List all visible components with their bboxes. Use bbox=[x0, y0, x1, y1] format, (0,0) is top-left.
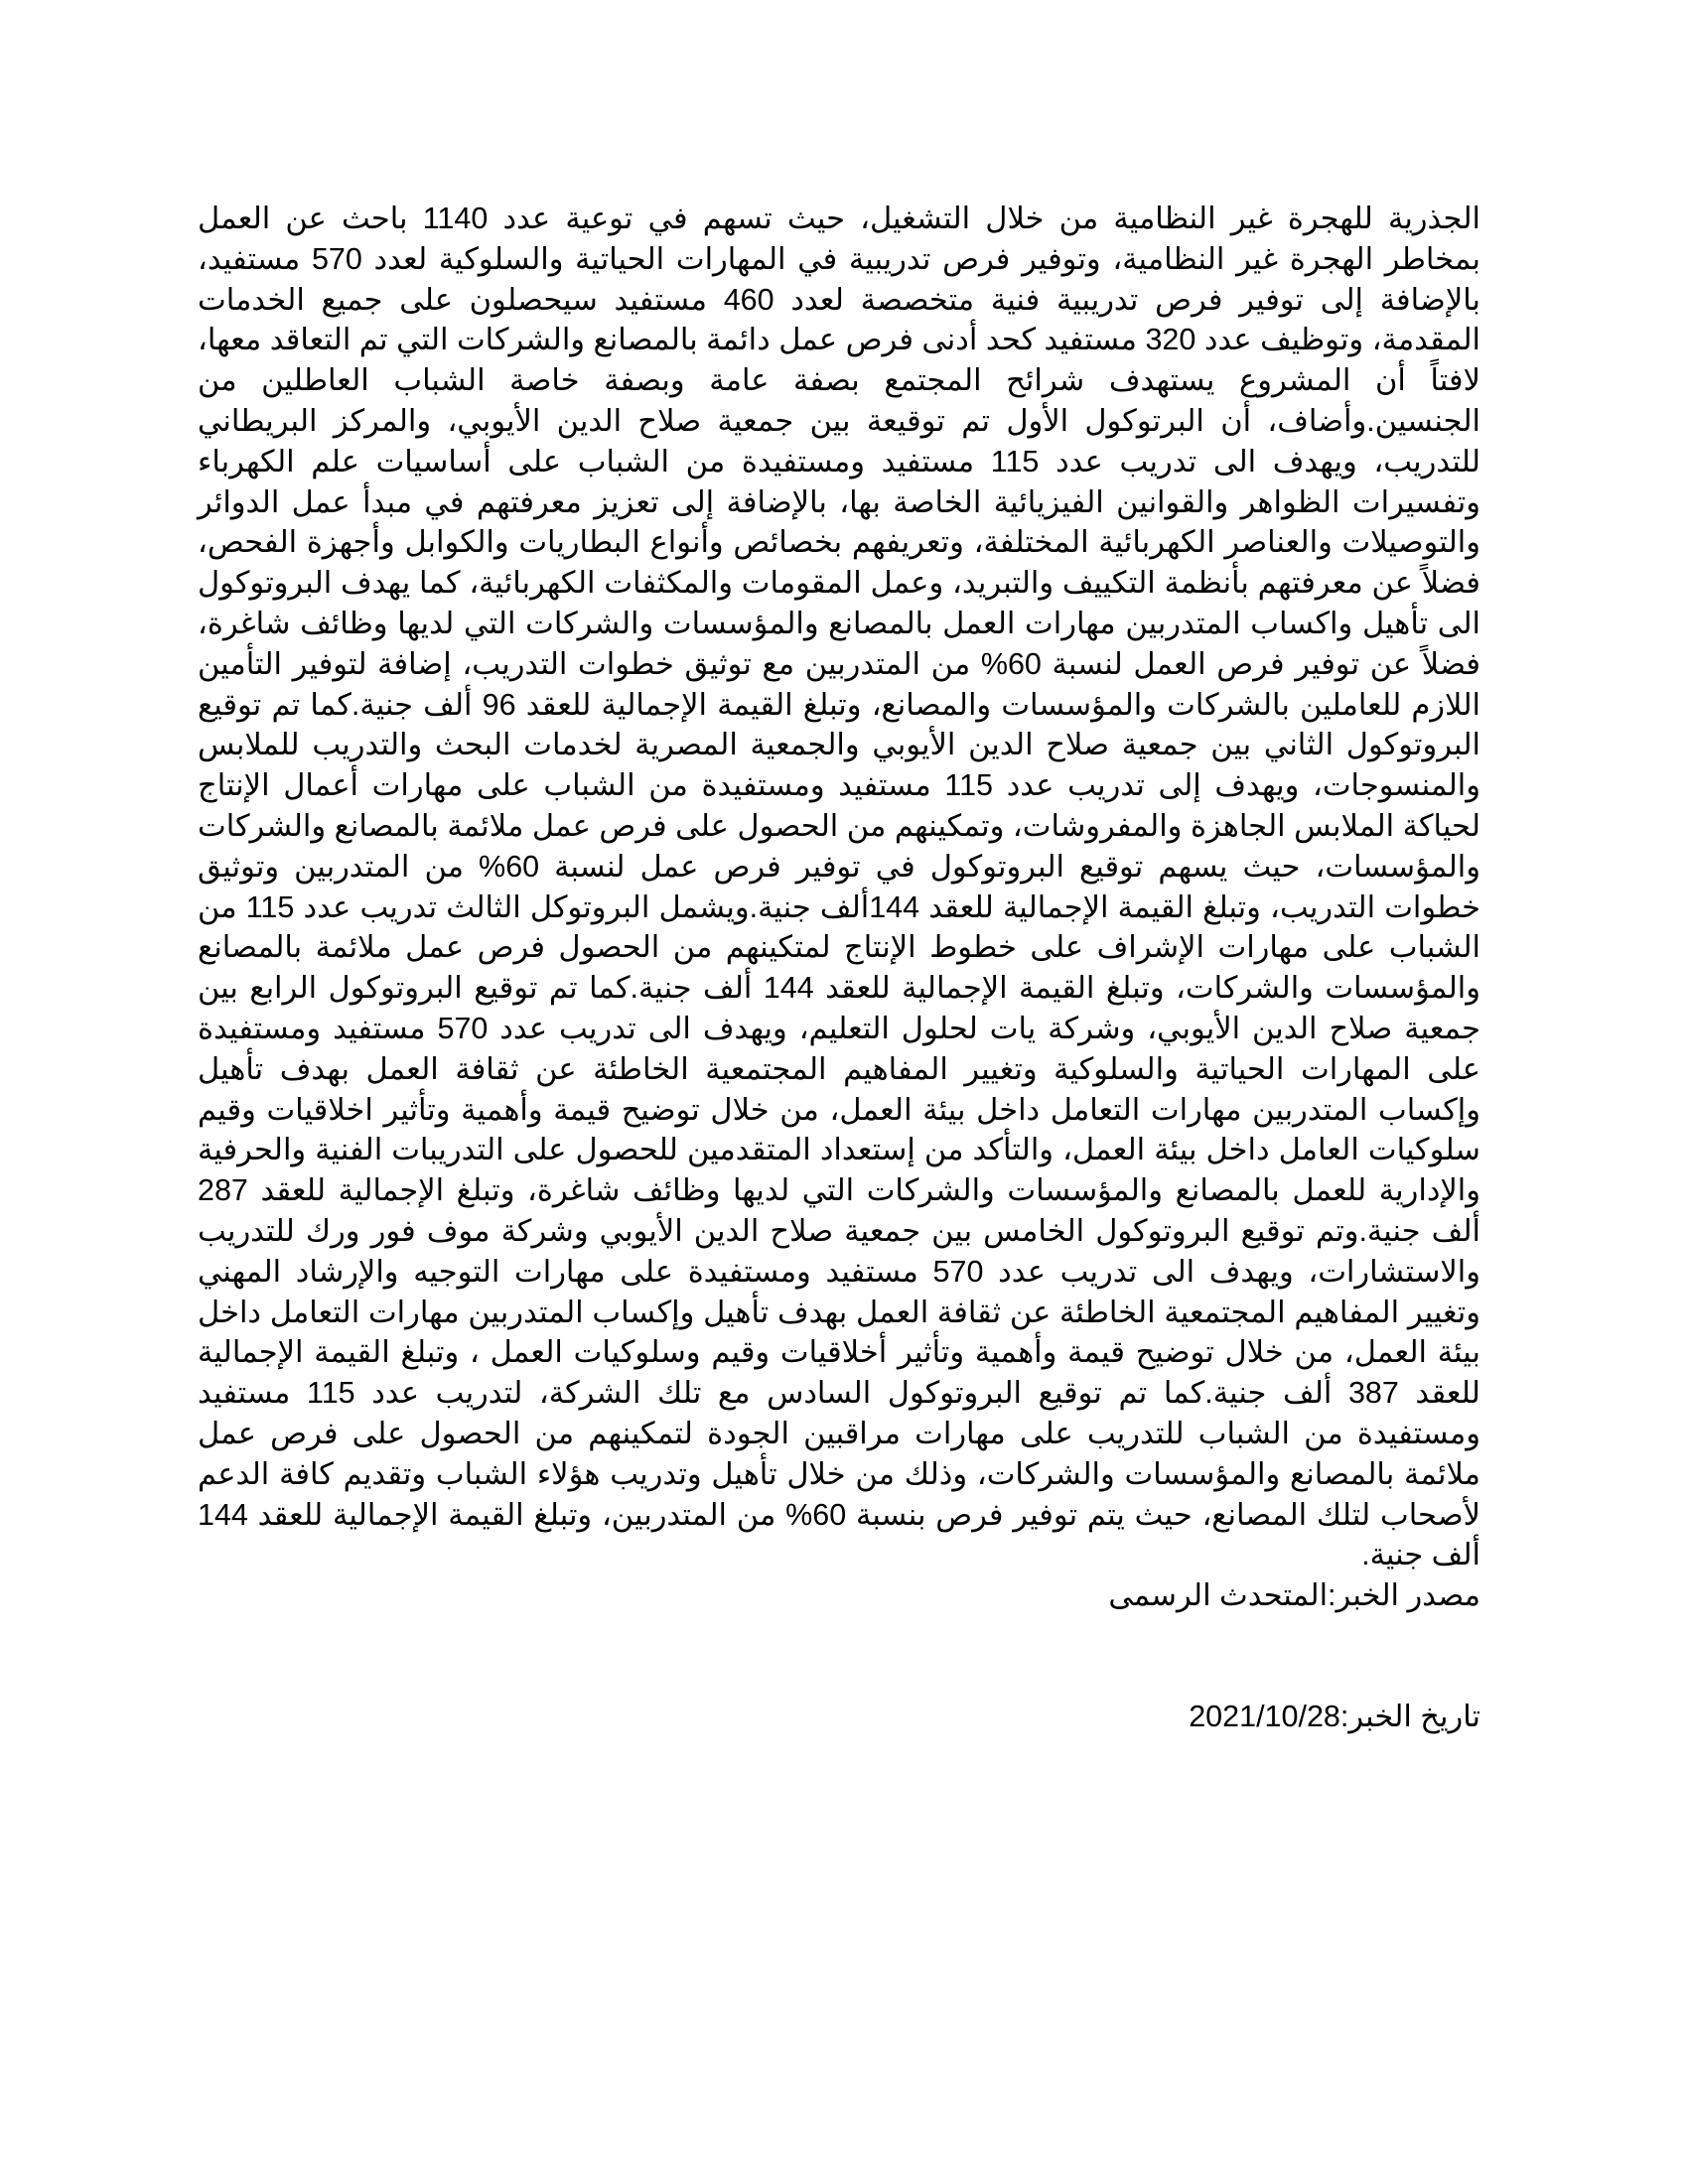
news-source: مصدر الخبر:المتحدث الرسمى bbox=[1108, 1578, 1480, 1613]
article-content bbox=[198, 199, 1480, 1737]
article-body: الجذرية للهجرة غير النظامية من خلال التشغيل، حيث تسهم في توعية عدد 1140 باحث عن العمل بمخاطر الهجرة غير النظامية، وتوفير فرص تدريبية في المهارات الحياتية والسلوكية لعدد 570 مستفيد، بالإضافة إلى توفير فرص تدريبية فنية متخصصة لعدد 460 مستفيد سيحصلون على جميع الخدمات المقدمة، وتوظيف عدد 320 مستفيد كحد أدنى فرص عمل دائمة بالمصانع والشركات التي تم التعاقد معها، لافتاً أن المشروع يستهدف شرائح المجتمع بصفة عامة وبصفة خاصة الشباب العاطلين من الجنسين.وأضاف، أن البرتوكول الأول تم توقيعة بين جمعية صلاح الدين الأيوبي، والمركز البريطاني للتدريب، ويهدف الى تدريب عدد 115 مستفيد ومستفيدة من الشباب على أساسيات علم الكهرباء وتفسيرات الظواهر والقوانين الفيزيائية الخاصة بها، بالإضافة إلى تعزيز معرفتهم في مبدأ عمل الدوائر والتوصيلات والعناصر الكهربائية المختلفة، وتعريفهم بخصائص وأنواع البطاريات والكوابل وأجهزة الفحص، فضلاً عن معرفتهم بأنظمة التكييف والتبريد، وعمل المقومات والمكثفات الكهربائية، كما يهدف البروتوكول الى تأهيل واكساب المتدربين مهارات العمل بالمصانع والمؤسسات والشركات التي لديها وظائف شاغرة، فضلاً عن توفير فرص العمل لنسبة 60% من المتدربين مع توثيق خطوات التدريب، إضافة لتوفير التأمين اللازم للعاملين بالشركات والمؤسسات والمصانع، وتبلغ القيمة الإجمالية للعقد 96 ألف جنية.كما تم توقيع البروتوكول الثاني بين جمعية صلاح الدين الأيوبي والجمعية المصرية لخدمات البحث والتدريب للملابس والمنسوجات، ويهدف إلى تدريب عدد 115 مستفيد ومستفيدة من الشباب على مهارات أعمال الإنتاج لحياكة الملابس الجاهزة والمفروشات، وتمكينهم من الحصول على فرص عمل ملائمة بالمصانع والشركات والمؤسسات، حيث يسهم توقيع البروتوكول في توفير فرص عمل لنسبة 60% من المتدربين وتوثيق خطوات التدريب، وتبلغ القيمة الإجمالية للعقد 144ألف جنية.ويشمل البروتوكل الثالث تدريب عدد 115 من الشباب على مهارات الإشراف على خطوط الإنتاج لمتكينهم من الحصول فرص عمل ملائمة بالمصانع والمؤسسات والشركات، وتبلغ القيمة الإجمالية للعقد 144 ألف جنية.كما تم توقيع البروتوكول الرابع بين جمعية صلاح الدين الأيوبي، وشركة يات لحلول التعليم، ويهدف الى تدريب عدد 570 مستفيد ومستفيدة على المهارات الحياتية والسلوكية وتغيير المفاهيم المجتمعية الخاطئة عن ثقافة العمل بهدف تأهيل وإكساب المتدربين مهارات التعامل داخل بيئة العمل، من خلال توضيح قيمة وأهمية وتأثير اخلاقيات وقيم سلوكيات العامل داخل بيئة العمل، والتأكد من إستعداد المتقدمين للحصول على التدريبات الفنية والحرفية والإدارية للعمل بالمصانع والمؤسسات والشركات التي لديها وظائف شاغرة، وتبلغ الإجمالية للعقد 287 ألف جنية.وتم توقيع البروتوكول الخامس بين جمعية صلاح الدين الأيوبي وشركة موف فور ورك للتدريب والاستشارات، ويهدف الى تدريب عدد 570 مستفيد ومستفيدة على مهارات التوجيه والإرشاد المهني وتغيير المفاهيم المجتمعية الخاطئة عن ثقافة العمل بهدف تأهيل وإكساب المتدربين مهارات التعامل داخل بيئة العمل، من خلال توضيح قيمة وأهمية وتأثير أخلاقيات وقيم وسلوكيات العمل ، وتبلغ القيمة الإجمالية للعقد 387 ألف جنية.كما تم توقيع البروتوكول السادس مع تلك الشركة، لتدريب عدد 115 مستفيد ومستفيدة من الشباب للتدريب على مهارات مراقبين الجودة لتمكينهم من الحصول على فرص عمل ملائمة بالمصانع والمؤسسات والشركات، وذلك من خلال تأهيل وتدريب هؤلاء الشباب وتقديم كافة الدعم لأصحاب لتلك المصانع، حيث يتم توفير فرص بنسبة 60% من المتدربين، وتبلغ القيمة الإجمالية للعقد 144 ألف جنية. bbox=[198, 202, 1481, 1572]
news-date: تاريخ الخبر:2021/10/28 bbox=[1189, 1699, 1480, 1733]
